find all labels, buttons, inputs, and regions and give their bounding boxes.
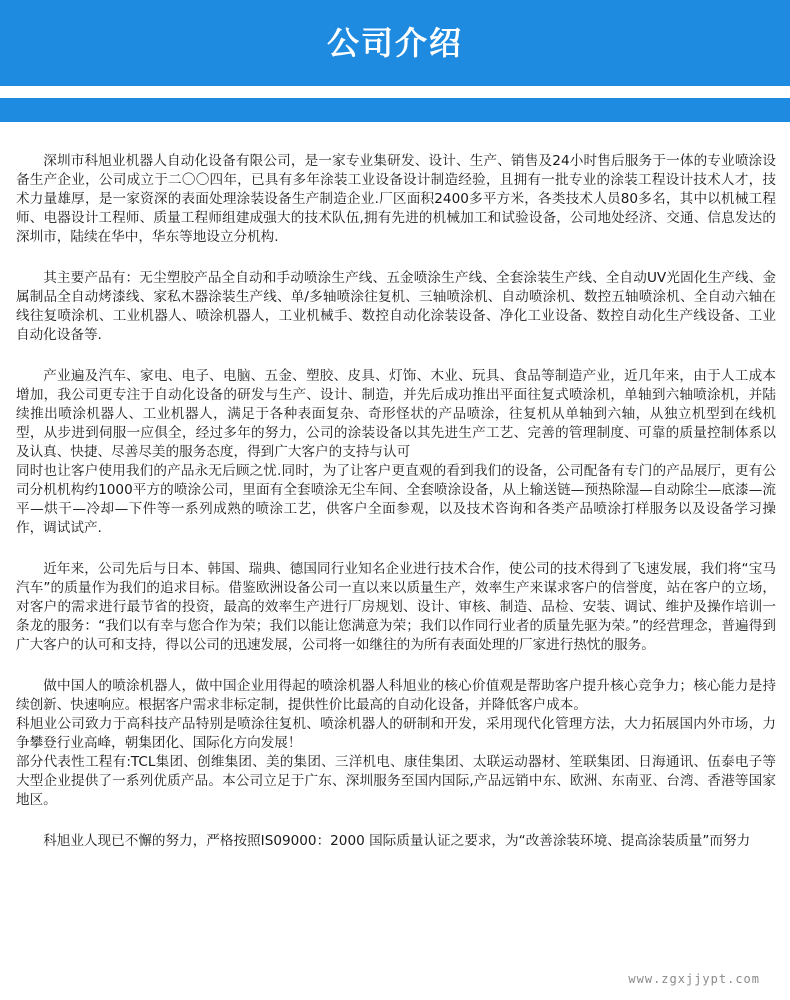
paragraph-line: 产业遍及汽车、家电、电子、电脑、五金、塑胶、皮具、灯饰、木业、玩具、食品等制造产业，近几年来，由于人工成本增加，我公司更专注于自动化设备的研发与生产、设计、制造，并先后成功推出平面往复式喷涂机，单轴到六轴喷涂机，并陆续推出喷涂机器人、工业机器人，满足于各种表面复杂、奇形怪状的产品喷涂，往复机从单轴到六轴，从独立机型到在线机型，从步进到伺服一应俱全，经过多年的努力，公司的涂装设备以其先进生产工艺、完善的管理制度、可靠的质量控制体系以及认真、快捷、尽善尽美的服务态度，得到广大客户的支持与认可 [16, 368, 776, 460]
paragraph-products [16, 269, 776, 345]
page-title: 公司介绍 [326, 24, 463, 62]
header-stripe [0, 98, 790, 122]
paragraph-cooperation [16, 560, 776, 655]
paragraph-overview [16, 152, 776, 247]
paragraph-line: 做中国人的喷涂机器人，做中国企业用得起的喷涂机器人科旭业的核心价值观是帮助客户提升核心竞争力；核心能力是持续创新、快速响应。根据客户需求非标定制，提供性价比最高的自动化设备，并降低客户成本。 [16, 678, 776, 713]
paragraph-quality [16, 832, 776, 851]
paragraph-line: 科旭业公司致力于高科技产品特别是喷涂往复机、喷涂机器人的研制和开发，采用现代化管理方法，大力拓展国内外市场，力争攀登行业高峰，朝集团化、国际化方向发展！ [16, 716, 776, 751]
paragraph-industries [16, 367, 776, 538]
site-watermark: www.zgxjjypt.com [628, 972, 760, 986]
paragraph-values [16, 677, 776, 810]
header-banner [0, 0, 790, 122]
paragraph-line: 深圳市科旭业机器人自动化设备有限公司，是一家专业集研发、设计、生产、销售及24小时售后服务于一体的专业喷涂设备生产企业，公司成立于二〇〇四年，已具有多年涂装工业设备设计制造经验，且拥有一批专业的涂装工程设计技术人才，技术力量雄厚，是一家资深的表面处理涂装设备生产制造企业.厂区面积2400多平方米，各类技术人员80多名，其中以机械工程师、电器设计工程师、质量工程师组建成强大的技术队伍,拥有先进的机械加工和试验设备，公司地处经济、交通、信息发达的深圳市，陆续在华中，华东等地设立分机构. [16, 153, 776, 245]
paragraph-line: 其主要产品有：无尘塑胶产品全自动和手动喷涂生产线、五金喷涂生产线、全套涂装生产线、全自动UV光固化生产线、金属制品全自动烤漆线、家私木器涂装生产线、单/多轴喷涂往复机、三轴喷涂机、自动喷涂机、数控五轴喷涂机、全自动六轴在线往复喷涂机、工业机器人、喷涂机器人，工业机械手、数控自动化涂装设备、净化工业设备、数控自动化生产线设备、工业自动化设备等. [16, 270, 776, 343]
paragraph-line: 科旭业人现已不懈的努力，严格按照IS09000：2000 国际质量认证之要求，为“改善涂装环境、提高涂装质量”而努力 [43, 833, 751, 849]
company-intro-text [16, 152, 776, 873]
paragraph-line: 同时也让客户使用我们的产品永无后顾之忧.同时，为了让客户更直观的看到我们的设备，公司配备有专门的产品展厅，更有公司分机机构约1000平方的喷涂公司，里面有全套喷涂无尘车间、全套喷涂设备，从上输送链—预热除湿—自动除尘—底漆—流平—烘干—冷却—下件等一系列成熟的喷涂工艺，供客户全面参观，以及技术咨询和各类产品喷涂打样服务以及设备学习操作，调试试产. [16, 463, 776, 536]
paragraph-line: 近年来，公司先后与日本、韩国、瑞典、德国同行业知名企业进行技术合作，使公司的技术得到了飞速发展，我们将“宝马汽车”的质量作为我们的追求目标。借鉴欧洲设备公司一直以来以质量生产，效率生产来谋求客户的信誉度，站在客户的立场，对客户的需求进行最节省的投资，最高的效率生产进行厂房规划、设计、审核、制造、品检、安装、调试、维护及操作培训一条龙的服务：“我们以有幸与您合作为荣；我们以能让您满意为荣；我们以作同行业者的质量先驱为荣。”的经营理念，普遍得到广大客户的认可和支持，得以公司的迅速发展，公司将一如继往的为所有表面处理的厂家进行热忱的服务。 [16, 561, 776, 653]
paragraph-line: 部分代表性工程有:TCL集团、创维集团、美的集团、三洋机电、康佳集团、太联运动器材、笙联集团、日海通讯、伍泰电子等大型企业提供了一系列优质产品。本公司立足于广东、深圳服务至国内国际,产品远销中东、欧洲、东南亚、台湾、香港等国家地区。 [16, 754, 776, 808]
